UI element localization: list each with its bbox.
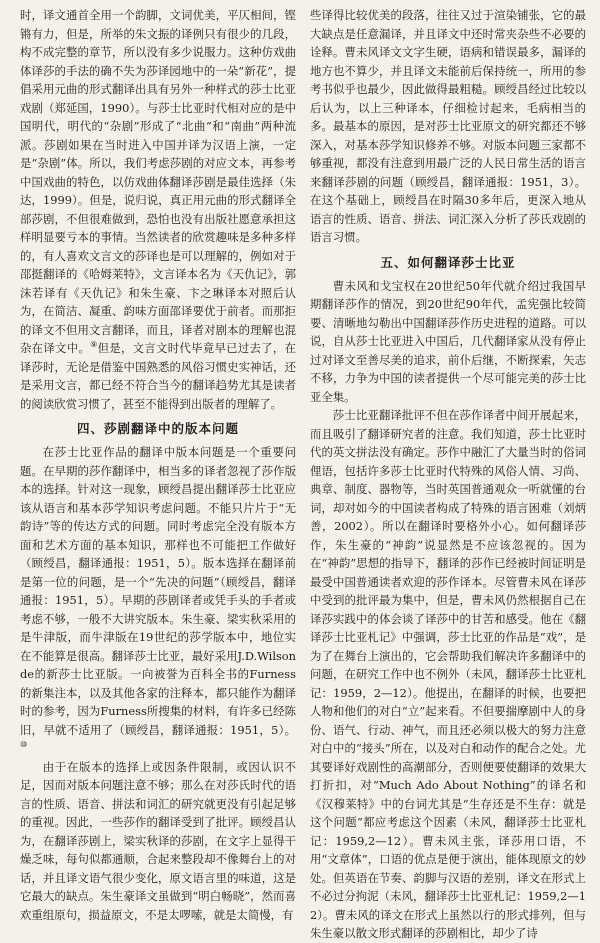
- paragraph: 些译得比较优美的段落，往往又过于渲染铺张，它的最大缺点是任意漏译，并且译文中还时常夹杂些不必要的诠释。曹未风译文文字生硬，语病和错误最多，漏译的地方也不算少，并且译文未能前后保持统一，所用的参考书似乎也最少，因此做得最粗糙。顾绶昌经过比较以后认为，以上三种译本，仔细检讨起来，毛病相当的多。最基本的原因，是对莎士比亚原文的研究都还不够深入，对基本莎学知识修养不够。对版本问题三家都不够重视，都没有注意到用最广泛的人民日常生活的语言来翻译莎剧的问题（顾绶昌，翻译通报：1951，3）。在这个基础上，顾绶昌在时隔30多年后，更深入地从语言的性质、语音、拼法、词汇深入分析了莎氏戏剧的语言习惯。: [310, 8, 586, 244]
- paragraph: 曹未风和戈宝权在20世纪50年代就介绍过我国早期翻译莎作的情况，到20世纪90年代，孟宪强比较简要、清晰地勾勒出中国翻译莎作历史进程的道路。可以说，自从莎士比亚进入中国后，几代翻译家从没有停止过对译文至善尽美的追求，前仆后继，不断探索，矢志不移，力争为中国的读者提供一个尽可能完美的莎士比亚全集。: [310, 278, 586, 404]
- section-heading-4: 四、莎剧翻译中的版本问题: [76, 421, 239, 436]
- right-column: [310, 6, 586, 940]
- paragraph: 莎士比亚翻译批评不但在莎作译者中间开展起来，而且吸引了翻译研究者的注意。我们知道，莎士比亚时代的英文拼法没有确定。莎作中融汇了大量当时的俗词俚语，包括许多莎士比亚时代特殊的风俗人情、习尚、典章、制度、器物等，当时英国普通观众一听就懂的台词，却对如今的中国读者构成了特殊的语言困难（刘炳善，2002）。所以在翻译时要格外小心。如何翻译莎作，朱生豪的“神韵”说显然是不应该忽视的。因为在“神韵”思想的指导下，翻译的莎作已经被时间证明是最受中国普通读者欢迎的莎作译本。尽管曹未风在译莎中受到的批评最为集中，但是，曹未风仍然根据自己在译莎实践中的体会谈了译莎中的甘苦和感受。他在《翻译莎士比亚札记》中强调，莎士比亚的作品是“戏”，是为了在舞台上演出的，它会帮助我们解决许多翻译中的问题，在研究工作中也不例外（未风，翻译莎士比亚札记：1959，2—12）。他提出，在翻译的时候，也要把人物和他们的对白“立”起来看。不但要揣摩剧中人的身份、语气、行动、神气，而且还必须以极大的努力注意对白中的“接头”所在，以及对白和动作的配合之处。尤其要译好戏剧性的高潮部分，否则便要使翻译的效果大打折扣，对“Much Ado About Nothing”的译名和《汉穆莱特》中的台词尤其是“生存还是不生存：就是这个问题”都应考虑这个因素（未风，翻译莎士比亚札记：1959,2—12）。曹未风主张，译莎用口语，不用“文章体”，口语的优点是便于演出，能体现原文的妙处。但英语在节奏、韵脚与汉语的差别，译文在形式上不必过分拘泥（未风，翻译莎士比亚札记：1959,2—12）。曹未风的译文在形式上虽然以行的形式排列，但与朱生豪以散文形式翻译的莎剧相比，却少了诗: [310, 408, 586, 940]
- paragraph-text: 但是，文言文时代毕竟早已过去了，在译莎时，无论是借鉴中国熟悉的风俗习惯史实神话，还是采用文言，都已经不符合当今的翻译趋势尤其是读者的阅读欣赏习惯了，甚至不能得到出版者的理解了。: [20, 341, 296, 411]
- paragraph-text: 在莎士比亚作品的翻译中版本问题是一个重要问题。在早期的莎作翻译中，相当多的译者忽视了莎作版本的选择。针对这一现象，顾绶昌提出翻译莎士比亚应该从语言和基本莎学知识考虑问题。不能只片片于“无韵诗”等的传达方式的问题。同时考虑完全没有版本方面和艺术方面的基本知识，那样也不可能把工作做好（顾绶昌，翻译通报：1951，5）。版本选择在翻译前是第一位的问题，是一个“先决的问题”（顾绶昌，翻译通报：1951，5）。早期的莎剧译者或凭手头的手者或考虑不够，一般不大讲究版本。朱生豪、梁实秋采用的是牛津版，而牛津版在19世纪的莎学版本中，地位实在不能算是很高。翻译莎士比亚，最好采用J.D.Wilsonde的新莎士比亚版。一向被誉为百科全书的Furness的新集注本，以及其他各家的注释本，都只能作为翻译时的参考，因为Furness所搜集的材料，有许多已经陈旧，早就不适用了（顾绶昌，翻译通报：1951，5）。: [20, 445, 296, 737]
- paragraph: [20, 6, 296, 413]
- section-heading-5: 五、如何翻译莎士比亚: [380, 254, 516, 270]
- footnote-marker: ⑨: [90, 340, 98, 350]
- paragraph: [20, 443, 296, 758]
- paragraph: 由于在版本的选择上或因条件限制，或因认识不足，因而对版本问题注意不够；那么在对莎氏时代的语言的性质、语音、拼法和词汇的研究就更没有引起足够的重视。因此，一些莎作的翻译受到了批评。顾绶昌认为，在翻译莎剧上，梁实秋译的莎剧，在文字上显得干燥乏味，每句似都通顺，合起来整段却不像舞台上的对话，并且译文语气很少变化，原文语言里的味道，这是它最大的缺点。朱生豪译文虽做到“明白畅晓”，然而喜欢重组原句，损益原文，不是太啰嗦，就是太简慢，有: [20, 759, 296, 922]
- left-column: [20, 6, 296, 922]
- footnote-marker: ⑩: [20, 740, 28, 750]
- paragraph-text: 时，译文通首全用一个韵脚，文词优美，平仄相间，铿锵有力，但是，所举的朱文振的译例只有很少的几段，构不成完整的章节，所以没有多少说服力。这种仿戏曲体译莎的手法的确不失为莎译园地中的一朵“新花”，提倡采用元曲的形式翻译出具有另外一种样式的莎士比亚戏剧（郑延国，1990）。与莎士比亚时代相对应的是中国明代，明代的“杂剧”形成了“北曲”和“南曲”两种流派。莎剧如果在当时进入中国并译为汉语上演，一定是“杂剧”体。所以，我们考虑莎剧的对应文本，再参考中国戏曲的特色，以仿戏曲体翻译莎剧是最佳选择（朱达，1999）。但是，说归说，真正用元曲的形式翻译全部莎剧，不但很难做到，恐怕也没有出版社愿意承担这样明显要亏本的事情。当然读者的欣赏趣味是多种多样的，有人喜欢文言文的莎译也是可以理解的，例如对于邵挺翻译的《哈姆莱特》，文言译本名为《天仇记》，郭沫若译有《天仇记》和朱生豪、卞之琳译本对照后认为，在简洁、凝重、韵味方面邵译要优于前者。而那拒的译文不但用文言翻译，而且，译者对剧本的理解也混杂在译文中。: [20, 8, 296, 355]
